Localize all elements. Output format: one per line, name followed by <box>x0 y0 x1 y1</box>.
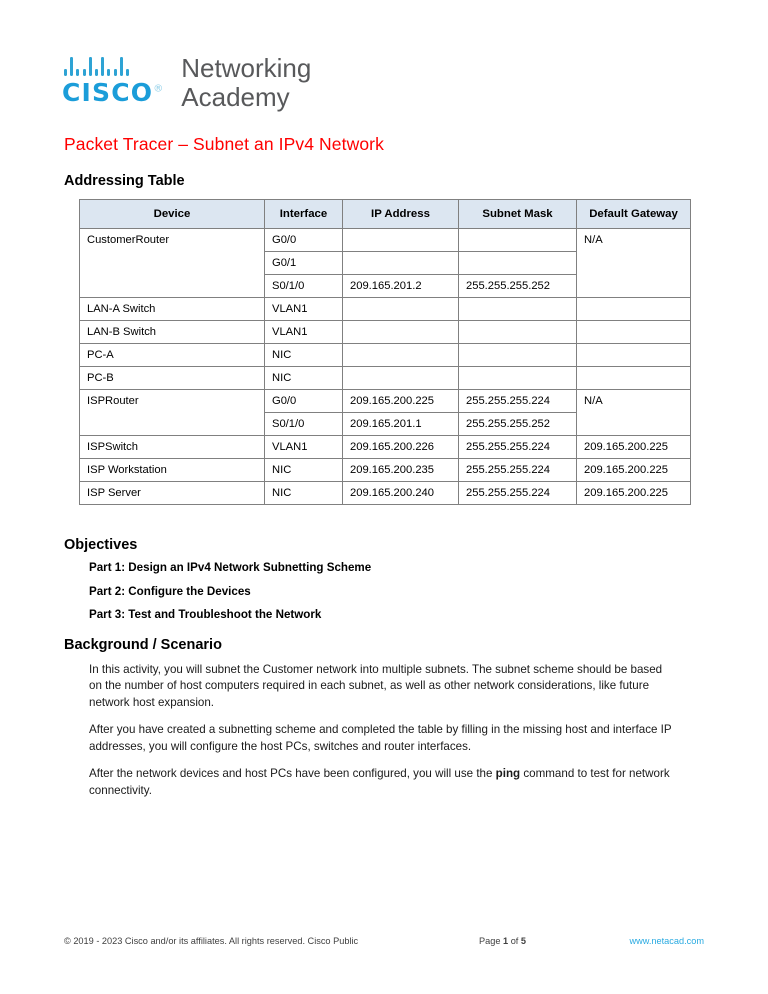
cell-gateway: N/A <box>577 229 691 298</box>
footer-page-prefix: Page <box>479 936 504 946</box>
cell-interface: VLAN1 <box>265 321 343 344</box>
objective-part-3: Part 3: Test and Troubleshoot the Network <box>89 608 322 622</box>
cell-interface: VLAN1 <box>265 436 343 459</box>
cisco-wordmark-text: CISCO <box>62 78 154 107</box>
cell-gateway: N/A <box>577 390 691 436</box>
cisco-wordmark <box>62 80 163 105</box>
footer-netacad-link[interactable]: www.netacad.com <box>629 936 704 946</box>
cell-gateway <box>577 298 691 321</box>
column-header-default-gateway: Default Gateway <box>577 200 691 229</box>
cell-ip: 209.165.200.235 <box>343 459 459 482</box>
objective-part-2: Part 2: Configure the Devices <box>89 584 251 598</box>
cell-mask <box>459 321 577 344</box>
footer-page-number <box>479 936 526 946</box>
cell-interface: NIC <box>265 344 343 367</box>
cell-gateway <box>577 344 691 367</box>
cell-interface: G0/0 <box>265 390 343 413</box>
cell-ip <box>343 252 459 275</box>
table-row <box>80 367 691 390</box>
column-header-ip-address: IP Address <box>343 200 459 229</box>
table-row <box>80 321 691 344</box>
cisco-bridge-bar-2 <box>70 57 73 76</box>
cell-mask <box>459 367 577 390</box>
table-row <box>80 344 691 367</box>
table-row <box>80 390 691 413</box>
cell-interface: NIC <box>265 367 343 390</box>
footer-current-page: 1 <box>503 936 509 946</box>
cell-interface: VLAN1 <box>265 298 343 321</box>
background-paragraph-2: After you have created a subnetting scheme and completed the table by filling in the missing host and interface IP addresses, you will configure the host PCs, switches and router interfaces. <box>89 723 672 753</box>
footer-page-middle: of <box>508 936 521 946</box>
table-header-row <box>80 200 691 229</box>
cell-ip <box>343 367 459 390</box>
column-header-device: Device <box>80 200 265 229</box>
cell-ip <box>343 321 459 344</box>
cell-device: ISPSwitch <box>80 436 265 459</box>
cell-mask <box>459 298 577 321</box>
cisco-bridge-bar-1 <box>64 69 67 76</box>
cell-device: ISPRouter <box>80 390 265 436</box>
footer-copyright: © 2019 - 2023 Cisco and/or its affiliates. All rights reserved. Cisco Public <box>64 936 359 946</box>
cell-interface: S0/1/0 <box>265 413 343 436</box>
addressing-table-heading: Addressing Table <box>64 173 185 189</box>
cell-mask: 255.255.255.224 <box>459 390 577 413</box>
cell-device: LAN-B Switch <box>80 321 265 344</box>
cell-gateway: 209.165.200.225 <box>577 436 691 459</box>
addressing-table-body <box>80 229 691 505</box>
objectives-list <box>89 562 371 633</box>
page-title: Packet Tracer – Subnet an IPv4 Network <box>64 134 384 154</box>
cell-gateway: 209.165.200.225 <box>577 482 691 505</box>
cell-interface: NIC <box>265 459 343 482</box>
cisco-bridge-bar-8 <box>107 69 110 76</box>
cell-ip: 209.165.201.2 <box>343 275 459 298</box>
cell-mask <box>459 252 577 275</box>
cell-ip: 209.165.200.240 <box>343 482 459 505</box>
cell-interface: S0/1/0 <box>265 275 343 298</box>
table-row <box>80 229 691 252</box>
page-footer <box>64 936 704 946</box>
column-header-interface: Interface <box>265 200 343 229</box>
cisco-bridge-bar-5 <box>89 57 92 76</box>
cell-device: ISP Server <box>80 482 265 505</box>
background-scenario-heading: Background / Scenario <box>64 637 222 653</box>
footer-total-pages: 5 <box>520 936 527 946</box>
cell-ip: 209.165.200.225 <box>343 390 459 413</box>
logo-line-academy: Academy <box>181 82 290 113</box>
cell-device: CustomerRouter <box>80 229 265 298</box>
cisco-networking-academy-logo <box>62 53 312 113</box>
addressing-table-head <box>80 200 691 229</box>
background-scenario-body <box>89 662 672 810</box>
cisco-bridge-bar-6 <box>95 69 98 76</box>
cell-interface: G0/0 <box>265 229 343 252</box>
cisco-bridge-bar-10 <box>120 57 123 76</box>
cell-interface: NIC <box>265 482 343 505</box>
table-row <box>80 482 691 505</box>
cell-ip <box>343 229 459 252</box>
cell-device: PC-B <box>80 367 265 390</box>
cell-mask: 255.255.255.224 <box>459 459 577 482</box>
cell-gateway <box>577 367 691 390</box>
cell-gateway: 209.165.200.225 <box>577 459 691 482</box>
networking-academy-wordmark <box>181 54 311 112</box>
cisco-bridge-icon <box>64 56 129 76</box>
cisco-logo <box>62 56 163 105</box>
cell-mask <box>459 344 577 367</box>
objectives-heading: Objectives <box>64 537 138 553</box>
cell-mask <box>459 229 577 252</box>
cisco-bridge-bar-7 <box>101 57 104 76</box>
cisco-bridge-bar-11 <box>126 69 129 76</box>
cell-device: LAN-A Switch <box>80 298 265 321</box>
cisco-bridge-bar-4 <box>83 69 86 76</box>
table-row <box>80 459 691 482</box>
column-header-subnet-mask: Subnet Mask <box>459 200 577 229</box>
cisco-bridge-bar-3 <box>76 69 79 76</box>
cell-ip: 209.165.200.226 <box>343 436 459 459</box>
cell-interface: G0/1 <box>265 252 343 275</box>
table-row <box>80 436 691 459</box>
background-paragraph-3: After the network devices and host PCs have been configured, you will use the ping command to test for network connectivity. <box>89 767 670 797</box>
cell-mask: 255.255.255.224 <box>459 482 577 505</box>
cell-ip <box>343 344 459 367</box>
background-paragraph-1: In this activity, you will subnet the Customer network into multiple subnets. The subnet scheme should be based on the number of host computers required in each subnet, as well as other network considerations, like future network host expansion. <box>89 663 663 709</box>
cell-ip: 209.165.201.1 <box>343 413 459 436</box>
objective-part-1: Part 1: Design an IPv4 Network Subnetting Scheme <box>89 561 372 574</box>
cell-mask: 255.255.255.252 <box>459 275 577 298</box>
cell-ip <box>343 298 459 321</box>
cell-mask: 255.255.255.252 <box>459 413 577 436</box>
cell-device: PC-A <box>80 344 265 367</box>
table-row <box>80 298 691 321</box>
addressing-table <box>79 199 691 505</box>
cisco-bridge-bar-9 <box>114 69 117 76</box>
cell-gateway <box>577 321 691 344</box>
ping-command-emphasis: ping <box>495 767 521 781</box>
cell-device: ISP Workstation <box>80 459 265 482</box>
cell-mask: 255.255.255.224 <box>459 436 577 459</box>
logo-line-networking: Networking <box>181 53 312 83</box>
registered-trademark-icon: ® <box>153 83 164 95</box>
